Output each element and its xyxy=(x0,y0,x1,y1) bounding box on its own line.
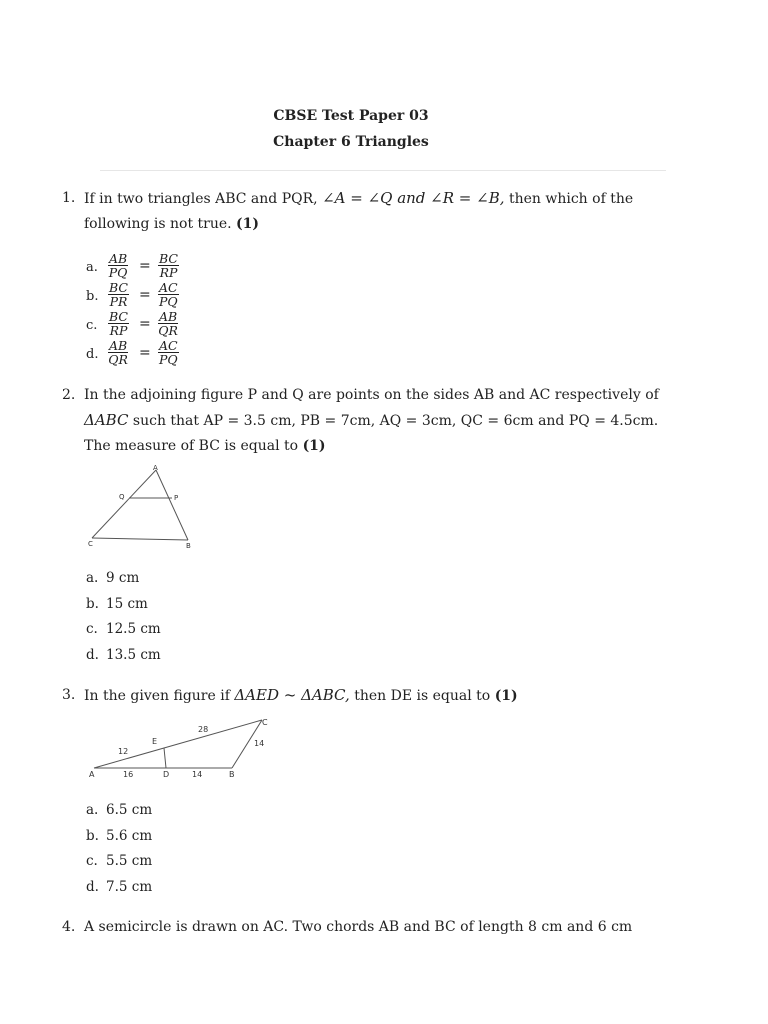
triangle-figure-pq xyxy=(84,462,204,552)
marks: (1) xyxy=(236,216,260,232)
triangle-figure-aed xyxy=(86,714,276,782)
fraction: $\frac{AB}{QR}$ xyxy=(108,338,128,367)
length-ad: 16 xyxy=(123,770,134,779)
side-ac xyxy=(92,470,156,538)
question-text: A semicircle is drawn on AC. Two chords AB and BC of length 8 cm and 6 cm xyxy=(84,919,633,935)
fraction: $\frac{BC}{RP}$ xyxy=(109,309,128,338)
chapter-title: Chapter 6 Triangles xyxy=(273,134,429,150)
fraction: $\frac{AB}{QR}$ xyxy=(158,309,178,338)
option-2b: b. 15 cm xyxy=(86,596,148,612)
angle-condition: ∠A = ∠Q and ∠R = ∠B, xyxy=(322,189,505,207)
option-2a: a. 9 cm xyxy=(86,570,140,586)
label-e: E xyxy=(152,737,158,746)
length-bc: 14 xyxy=(254,739,265,748)
label-p: P xyxy=(174,494,179,502)
option-3d: d. 7.5 cm xyxy=(86,879,153,895)
test-paper-page: CBSE Test Paper 03 Chapter 6 Triangles 1. If in two triangles ABC and PQR, ∠A = ∠Q and ∠R = ∠B, then which of the following is not true. (1) a. $\frac{AB}{PQ}$ = $\frac{BC}{RP}$ b. $\frac{BC}{PR}$ = $\frac{AC}{PQ}$ c. $\frac{BC}{RP}$ = $\frac{AB}{QR}$ d. $\frac{AB}{QR}$ = $\frac{AC}{PQ}$ 2. In the adjoining figure P and Q are points on the sides AB and AC respectively of ΔABC such that AP = 3.5 cm, PB = 7cm, AQ = 3cm, QC = 6cm and PQ = 4.5cm. The measure of BC is equal to (1) A Q P C B a. 9 cm b. 15 cm c. 12.5 cm d. 13.5 cm 3. In the given figure if ΔAED ~ ΔABC, then DE is equal to (1) A E D B C 12 16 14 28 14 a. 6.5 cm b. 5.6 cm c. 5.5 cm d. 7.5 cm 4. A semicircle is drawn on AC. Two chords AB and BC of length 8 cm and 6 cm xyxy=(0,0,768,1024)
question-text: In the given figure if ΔAED ~ ΔABC, then DE is equal to (1) xyxy=(84,686,518,704)
label-d: D xyxy=(163,770,170,779)
question-text: In the adjoining figure P and Q are points on the sides AB and AC respectively of ΔABC such that AP = 3.5 cm, PB = 7cm, AQ = 3cm, QC = 6cm and PQ = 4.5cm. The measure of BC is equal to (1) xyxy=(84,387,659,454)
triangle-abc: ΔABC xyxy=(84,411,129,429)
label-c: C xyxy=(88,540,93,548)
fraction: $\frac{BC}{RP}$ xyxy=(159,251,178,280)
option-2c: c. 12.5 cm xyxy=(86,621,161,637)
label-b: B xyxy=(229,770,235,779)
question-number: 3. xyxy=(62,687,76,703)
segment-de xyxy=(164,748,166,768)
option-2d: d. 13.5 cm xyxy=(86,647,161,663)
side-ab xyxy=(156,470,188,540)
length-db: 14 xyxy=(192,770,203,779)
label-q: Q xyxy=(119,493,125,501)
header-divider xyxy=(100,170,666,171)
fraction: $\frac{AC}{PQ}$ xyxy=(158,280,178,309)
label-b: B xyxy=(186,542,191,550)
option-3a: a. 6.5 cm xyxy=(86,802,153,818)
marks: (1) xyxy=(494,688,518,704)
label-a: A xyxy=(153,464,158,472)
paper-title: CBSE Test Paper 03 xyxy=(273,108,429,124)
option-3c: c. 5.5 cm xyxy=(86,853,153,869)
length-ec: 28 xyxy=(198,725,209,734)
question-number: 4. xyxy=(62,919,76,935)
similarity-condition: ΔAED ~ ΔABC, xyxy=(234,686,350,704)
question-number: 1. xyxy=(62,190,76,206)
fraction: $\frac{AB}{PQ}$ xyxy=(108,251,128,280)
fraction: $\frac{AC}{PQ}$ xyxy=(158,338,178,367)
question-text: If in two triangles ABC and PQR, ∠A = ∠Q and ∠R = ∠B, then which of the following is not true. (1) xyxy=(84,189,634,232)
side-bc xyxy=(92,538,188,540)
marks: (1) xyxy=(302,438,326,454)
label-c: C xyxy=(262,718,268,727)
length-ae: 12 xyxy=(118,747,129,756)
fraction: $\frac{BC}{PR}$ xyxy=(109,280,128,309)
option-3b: b. 5.6 cm xyxy=(86,828,153,844)
label-a: A xyxy=(89,770,95,779)
question-number: 2. xyxy=(62,387,76,403)
